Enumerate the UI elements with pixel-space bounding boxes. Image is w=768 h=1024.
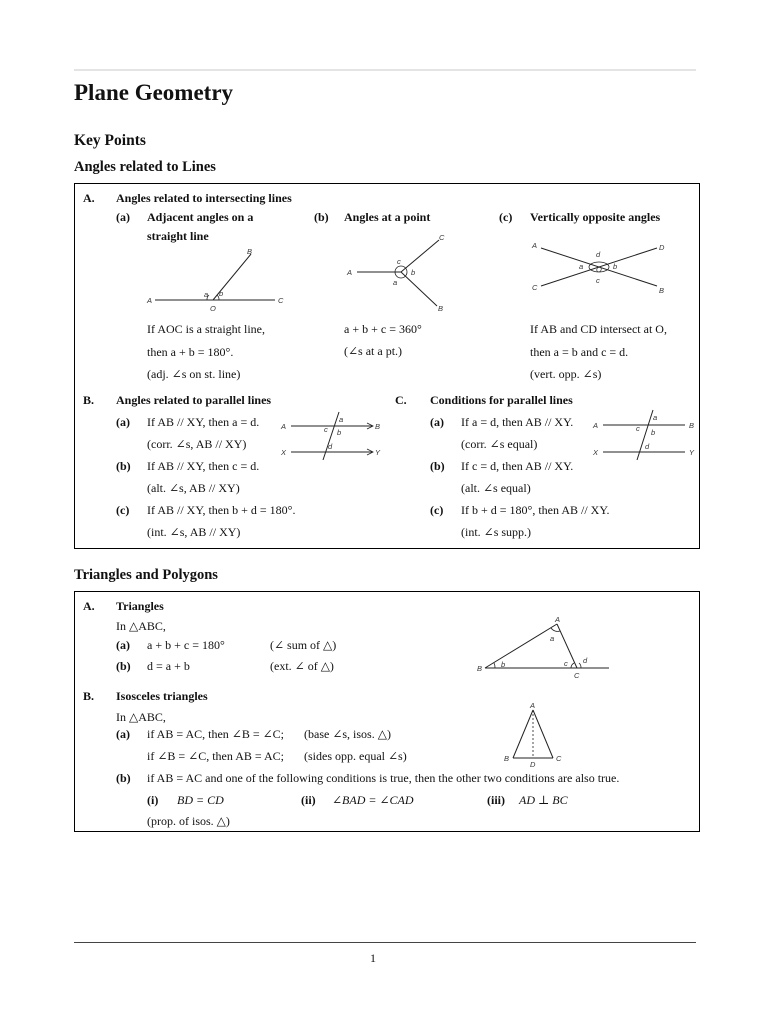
- par-c-label-X: X: [593, 448, 599, 457]
- c-row-c-reason: (int. ∠s supp.): [461, 525, 532, 539]
- b-row-a-label: (a): [116, 415, 130, 429]
- par-b-label-Y: Y: [375, 448, 381, 457]
- tri-label-d: d: [583, 656, 588, 665]
- c-row-a-text: If a = d, then AB // XY.: [461, 415, 574, 429]
- tri-a-row-a-label: (a): [116, 638, 130, 652]
- tri-b-letter: B.: [83, 689, 95, 703]
- point-text-1: a + b + c = 360°: [344, 322, 422, 336]
- tri-a-row-b-label: (b): [116, 659, 131, 673]
- parallel-lines-diagram: [275, 410, 385, 460]
- par-b-label-b: b: [337, 428, 342, 437]
- pt-label-a: a: [393, 278, 398, 287]
- c-row-a-reason: (corr. ∠s equal): [461, 437, 538, 451]
- tri-b-a-line-2: if ∠B = ∠C, then AB = AC;: [147, 749, 284, 763]
- adjacent-text-1: If AOC is a straight line,: [147, 322, 265, 336]
- c-row-c-text: If b + d = 180°, then AB // XY.: [461, 503, 610, 517]
- b-row-a-text: If AB // XY, then a = d.: [147, 415, 260, 429]
- isos-label-C: C: [556, 754, 562, 763]
- isos-label-B: B: [504, 754, 510, 763]
- pt-label-C: C: [439, 233, 445, 242]
- tri-label-a: a: [550, 634, 555, 643]
- page-number: 1: [370, 951, 376, 965]
- vo-label-d: d: [596, 250, 601, 259]
- section-b-letter: B.: [83, 393, 95, 407]
- isos-label-A: A: [530, 701, 536, 710]
- par-b-label-X: X: [281, 448, 287, 457]
- bottom-rule: [74, 942, 696, 943]
- adjacent-text-2: then a + b = 180°.: [147, 345, 234, 359]
- tri-label-b: b: [501, 660, 506, 669]
- vertically-opposite-title: Vertically opposite angles: [530, 210, 661, 224]
- tri-a-row-b-text: d = a + b: [147, 659, 190, 673]
- adj-label-A: A: [147, 296, 153, 305]
- section-c-heading: Conditions for parallel lines: [430, 393, 573, 407]
- b-row-b-reason: (alt. ∠s, AB // XY): [147, 481, 240, 495]
- c-row-b-text: If c = d, then AB // XY.: [461, 459, 574, 473]
- par-c-label-d: d: [645, 442, 650, 451]
- triangles-polygons-heading: Triangles and Polygons: [74, 567, 218, 583]
- top-rule: [74, 69, 696, 71]
- tri-label-B: B: [477, 664, 483, 673]
- triangles-box: [74, 591, 700, 832]
- tri-label-C: C: [574, 671, 580, 680]
- vo-label-B: B: [659, 286, 665, 295]
- tri-label-A: A: [555, 615, 561, 624]
- pt-label-b: b: [411, 268, 416, 277]
- b-row-c-text: If AB // XY, then b + d = 180°.: [147, 503, 296, 517]
- angles-lines-heading: Angles related to Lines: [74, 159, 216, 175]
- par-b-label-A: A: [281, 422, 287, 431]
- tri-b-a-reason-2: (sides opp. equal ∠s): [304, 749, 407, 763]
- vertical-text-3: (vert. opp. ∠s): [530, 367, 602, 381]
- isos-label-D: D: [530, 760, 536, 768]
- b-row-b-label: (b): [116, 459, 131, 473]
- vo-label-b: b: [613, 262, 618, 271]
- tri-b-a-label: (a): [116, 727, 130, 741]
- tri-a-heading: Triangles: [116, 599, 164, 613]
- triangle-diagram: [473, 614, 613, 680]
- adj-label-O: O: [210, 304, 216, 313]
- par-b-label-c: c: [324, 425, 328, 434]
- vo-label-D: D: [659, 243, 665, 252]
- c-row-b-label: (b): [430, 459, 445, 473]
- par-c-label-A: A: [593, 421, 599, 430]
- adj-label-C: C: [278, 296, 284, 305]
- tri-label-c: c: [564, 659, 568, 668]
- vertically-opposite-diagram: [529, 240, 669, 296]
- tri-a-letter: A.: [83, 599, 95, 613]
- section-a-letter: A.: [83, 191, 95, 205]
- parallel-conditions-diagram: [587, 408, 699, 460]
- par-c-label-B: B: [689, 421, 695, 430]
- angles-at-point-diagram: [341, 230, 457, 316]
- tri-b-b-line: if AB = AC and one of the following conditions is true, then the other two conditions are also true.: [147, 771, 620, 785]
- vo-label-c: c: [596, 276, 600, 285]
- point-text-2: (∠s at a pt.): [344, 344, 403, 358]
- tri-a-row-a-reason: (∠ sum of △): [270, 638, 337, 652]
- par-c-label-c: c: [636, 424, 640, 433]
- section-b-heading: Angles related to parallel lines: [116, 393, 272, 407]
- section-c-letter: C.: [395, 393, 407, 407]
- b-row-a-reason: (corr. ∠s, AB // XY): [147, 437, 247, 451]
- condition-iii-label: (iii): [487, 793, 505, 807]
- adjacent-angles-title-2: straight line: [147, 229, 209, 243]
- pt-label-A: A: [347, 268, 353, 277]
- angles-at-point-title: Angles at a point: [344, 210, 431, 224]
- condition-ii-label: (ii): [301, 793, 316, 807]
- tri-b-intro: In △ABC,: [116, 710, 166, 724]
- key-points-heading: Key Points: [74, 132, 146, 149]
- vo-label-A: A: [532, 241, 538, 250]
- vo-label-a: a: [579, 262, 584, 271]
- vo-label-O: O: [596, 265, 602, 274]
- sub-c-label: (c): [499, 210, 513, 224]
- b-row-b-text: If AB // XY, then c = d.: [147, 459, 260, 473]
- sub-a-label: (a): [116, 210, 130, 224]
- adjacent-angles-title-1: Adjacent angles on a: [147, 210, 254, 224]
- page-title: Plane Geometry: [74, 80, 234, 105]
- par-c-label-Y: Y: [689, 448, 695, 457]
- adjacent-text-3: (adj. ∠s on st. line): [147, 367, 241, 381]
- condition-ii-text: ∠BAD = ∠CAD: [332, 793, 414, 807]
- sub-b-label: (b): [314, 210, 329, 224]
- condition-i-text: BD = CD: [177, 793, 224, 807]
- vertical-text-1: If AB and CD intersect at O,: [530, 322, 667, 336]
- tri-b-a-reason-1: (base ∠s, isos. △): [304, 727, 391, 741]
- tri-b-a-line-1: if AB = AC, then ∠B = ∠C;: [147, 727, 284, 741]
- vo-label-C: C: [532, 283, 538, 292]
- c-row-c-label: (c): [430, 503, 444, 517]
- b-row-c-reason: (int. ∠s, AB // XY): [147, 525, 241, 539]
- tri-b-b-label: (b): [116, 771, 131, 785]
- isosceles-diagram: [501, 700, 565, 768]
- tri-b-heading: Isosceles triangles: [116, 689, 208, 703]
- adjacent-angles-diagram: [143, 244, 293, 316]
- angles-lines-box: [74, 183, 700, 549]
- par-b-label-a: a: [339, 415, 344, 424]
- tri-a-intro: In △ABC,: [116, 619, 166, 633]
- pt-label-c: c: [397, 257, 401, 266]
- adj-label-B: B: [247, 247, 253, 256]
- b-row-c-label: (c): [116, 503, 130, 517]
- par-b-label-B: B: [375, 422, 381, 431]
- tri-a-row-a-text: a + b + c = 180°: [147, 638, 225, 652]
- condition-iii-text: AD ⊥ BC: [519, 793, 568, 807]
- par-b-label-d: d: [328, 442, 333, 451]
- section-a-heading: Angles related to intersecting lines: [116, 191, 292, 205]
- adj-label-b: b: [219, 289, 224, 298]
- c-row-a-label: (a): [430, 415, 444, 429]
- par-c-label-a: a: [653, 413, 658, 422]
- c-row-b-reason: (alt. ∠s equal): [461, 481, 531, 495]
- adj-label-a: a: [204, 290, 209, 299]
- condition-i-label: (i): [147, 793, 159, 807]
- isosceles-property-reason: (prop. of isos. △): [147, 814, 230, 828]
- tri-a-row-b-reason: (ext. ∠ of △): [270, 659, 334, 673]
- par-c-label-b: b: [651, 428, 656, 437]
- vertical-text-2: then a = b and c = d.: [530, 345, 629, 359]
- pt-label-B: B: [438, 304, 444, 313]
